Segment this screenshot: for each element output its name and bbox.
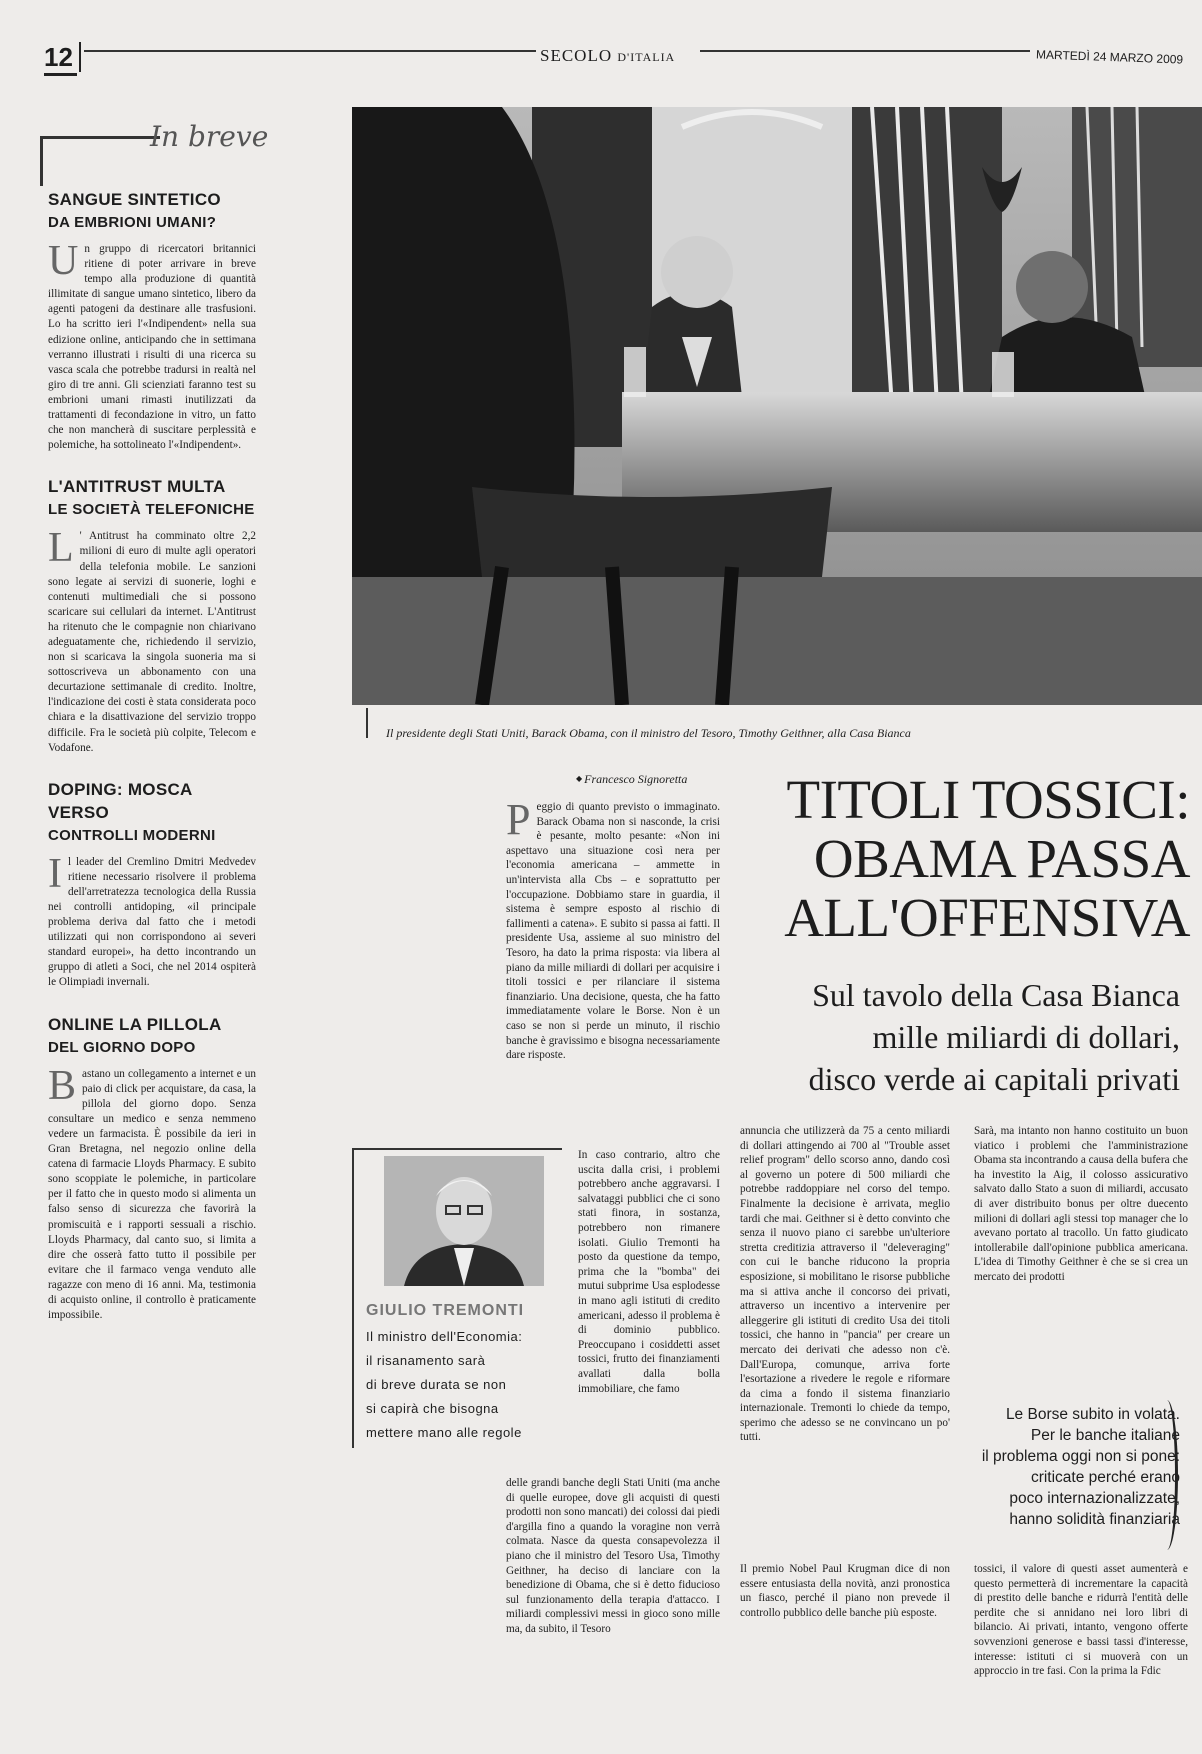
drop-cap: I	[48, 850, 62, 897]
brief-title: ONLINE LA PILLOLA DEL GIORNO DOPO	[48, 1014, 222, 1056]
paper-name: SECOLO D'ITALIA	[540, 46, 676, 65]
tremonti-illustration	[384, 1156, 544, 1286]
caption-rule	[366, 708, 368, 738]
article-column-3b: tossici, il valore di questi asset aumenterà e questo permetterà di incrementare la capacità di prestito delle banche e ridurrà l'entità delle perdite che si annidano nei loro libri di bilancio. Ai privati, intanto, vengono offerte sovvenzioni generose e bassi tassi d'interesse, interesse: istituti ci si muoverà con un approccio in tre fasi. Con la prima la Fdic	[974, 1563, 1188, 1678]
brief-bracket	[40, 136, 160, 186]
brief-item	[48, 188, 256, 453]
brief-title: SANGUE SINTETICO DA EMBRIONI UMANI?	[48, 190, 221, 231]
brief-item	[48, 778, 256, 991]
drop-cap: B	[48, 1062, 77, 1109]
header-rule-left	[84, 50, 536, 52]
brief-text: Un gruppo di ricercatori britannici ritiene di poter arrivare in breve tempo alla produzione di quantità illimitate di sangue umano sintetico, libero da agenti patogeni da destinare alle trasfusioni. Lo ha scritto ieri l'«Indipendent» nella sua edizione online, anticipando che in settimana verranno illustrati i risulti di una ricerca su vasca scala che potrebbe tradursi in realtà nel giro di tre anni. Gli scienziati faranno test su embrioni umani rimasti inutilizzati da trattamenti di fecondazione in vitro, un fatto che non mancherà di suscitare perplessità e polemiche, ha sottolineato l'«Indipendent».	[48, 238, 256, 452]
main-photo	[352, 107, 1202, 705]
brief-section-logo: In breve	[150, 120, 269, 153]
pull-quote-bracket	[1156, 1400, 1178, 1550]
article-column-2b: Il premio Nobel Paul Krugman dice di non essere entusiasta della novità, anzi pronostica un fiasco, perché il piano non prevede il controllo pubblico delle banche più esposte.	[740, 1563, 950, 1619]
photo-illustration	[352, 107, 1202, 705]
drop-cap: L	[48, 525, 74, 572]
brief-title: L'ANTITRUST MULTA LE SOCIETÀ TELEFONICHE	[48, 477, 255, 519]
article-column-1b: In caso contrario, altro che uscita dalla crisi, i problemi potrebbero anche aggravarsi. I salvataggi pubblici che ci sono stati finora, in sostanza, potrebbero non rimanere isolati. Giulio Tremonti ha posto da questione da tempo, prima che la "bomba" dei mutui subprime Usa esplodesse in mano agli istituti di credito americani, adesso il problema è di dominio pubblico. Preoccupano i cosiddetti asset tossici, frutto dei finanziamenti avallati dalla bolla immobiliare, che famo	[578, 1149, 720, 1395]
page-number: 12	[44, 42, 77, 76]
article-column-3: Sarà, ma intanto non hanno costituito un buon viatico i problemi che l'amministrazione Obama sta incontrando a causa della bufera che ha investito la Aig, il colosso assicurativo salvato dallo Stato a suon di miliardi, accusato di aver distribuito bonus per oltre duecento milioni di dollari agli stessi top manager che lo avevano portato al tracollo. Un fatto giudicato intollerabile dall'opinione pubblica americana. L'idea di Timothy Geithner è che se si crea un mercato dei prodotti	[974, 1125, 1188, 1283]
tremonti-photo	[384, 1156, 544, 1286]
pull-quote: Le Borse subito in volata. Per le banche italiane il problema oggi non si pone: criticate perché erano poco internazionalizzate, hanno solidità finanziaria	[981, 1406, 1180, 1528]
brief-text: Il leader del Cremlino Dmitri Medvedev ritiene necessario risolvere il problema dell'arretratezza tecnologica della Russia nei controlli antidoping, «il principale problema deriva dal fatto che i metodi utilizzati qui non corrispondono ai severi standard europei», ha detto incontrando un gruppo di atleti a Soci, che nel 2014 ospiterà le Olimpiadi invernali.	[48, 850, 256, 989]
headline: TITOLI TOSSICI: OBAMA PASSA ALL'OFFENSIVA	[784, 769, 1190, 948]
brief-text: L ' Antitrust ha comminato oltre 2,2 milioni di euro di multe agli operatori della telefonia mobile. Le sanzioni sono legate ai servizi di suonerie, loghi e contenuti multimediali che si possono scaricare sui cellulari da internet. L'Antitrust ha ritenuto che le compagnie non chiarivano adeguatamente che, richiedendo il servizio, non si scaricava la singola suoneria ma si sottoscriveva un abbonamento con una decurtazione settimanale di credito. Inoltre, l'indicazione dei costi è stata considerata poco chiara e la disattivazione del servizio troppo difficile. Fra le società più colpite, Telecom e Vodafone.	[48, 525, 256, 754]
article-column-1c: delle grandi banche degli Stati Uniti (ma anche di quelle europee, dove gli acquisti di questi prodotti non sono mancati) dei colossi dai piedi d'argilla fino a quando la voragine non verrà colmata. Nasce da questa consapevolezza il piano che il ministro del Tesoro Usa, Timothy Geithner, ha deciso di lanciare con la benedizione di Obama, che si è detto fiducioso sul funzionamento della terapia d'attacco. I miliardi complessivi messi in gioco sono mille ma, da subito, il Tesoro	[506, 1477, 720, 1635]
photo-caption: Il presidente degli Stati Uniti, Barack Obama, con il ministro del Tesoro, Timothy Geithner, alla Casa Bianca	[386, 726, 911, 740]
article-column-1: Peggio di quanto previsto o immaginato. Barack Obama non si nasconde, la crisi è pesante, molto pesante: «Non ini aspettavo una situazione così nera per l'economia americana – ammette in un'intervista alla Cbs – e soprattutto per l'occupazione. Dobbiamo stare in guardia, il sistema è sempre esposto al rischio di fallimenti a catena». E subito si passa ai fatti. Il presidente Usa, assieme al suo ministro del Tesoro, ha dato la prima risposta: via libera al piano da mille miliardi di dollari per acquisire i titoli tossici e per rilanciare il sistema finanziario. Una decisione, questa, che ha fatto immediatamente volare le Borse. Non è un caso se non si perde un minuto, il rischio banche è gravissimo e bisogna necessariamente dare risposte.	[506, 795, 720, 1062]
briefs-column	[48, 188, 256, 1345]
brief-item	[48, 1013, 256, 1324]
header-rule-right	[700, 50, 1030, 52]
drop-cap: U	[48, 238, 79, 284]
tremonti-quote: Il ministro dell'Economia: il risanamento sarà di breve durata se non si capirà che bisogna mettere mano alle regole	[366, 1329, 523, 1440]
article-column-2: annuncia che utilizzerà da 75 a cento miliardi di dollari attingendo ai 700 al "Trouble asset relief program" dello scorso anno, dando così al governo un potere di 500 miliardi che potrebbe raddoppiare nel corso del tempo. Finalmente la decisione è arrivata, meglio tardi che mai. Geithner si è detto convinto che senza il nuovo piano ci sarebbe un'ulteriore stretta creditizia attraverso il "deleveraging" con cui le banche riducono la propria esposizione, si mobilitano le risorse pubbliche ma si attiva anche il concorso dei privati, attraverso un incentivo a intervenire per alleggerire gli istituti di credito Usa dei titoli tossici, che hanno in "pancia" per creare un mercato dei derivati che adesso non c'è. Dall'Europa, comunque, arriva forte l'esortazione a rivedere le regole e riformare da cima a fondo il sistema finanziario internazionale. Tremonti lo chiede da tempo, sperimo che adesso se ne convincano un po' tutti.	[740, 1125, 950, 1444]
brief-title: DOPING: MOSCA VERSO CONTROLLI MODERNI	[48, 779, 216, 844]
issue-date: MARTEDÌ 24 MARZO 2009	[1035, 47, 1184, 67]
tremonti-name: GIULIO TREMONTI	[366, 1302, 525, 1319]
drop-cap: P	[506, 795, 531, 844]
byline: ◆ Francesco Signoretta	[576, 772, 687, 787]
brief-item	[48, 475, 256, 755]
subheadline: Sul tavolo della Casa Bianca mille miliardi di dollari, disco verde ai capitali privati	[808, 977, 1180, 1097]
brief-text: Bastano un collegamento a internet e un paio di click per acquistare, da casa, la pillola del giorno dopo. Senza consultare un medico e senza nemmeno vedere un farmacista. È possibile da ieri in Gran Bretagna, nel negozio online della catena di farmacie Lloyds Pharmacy. E subito sono scoppiate le polemiche, in particolare per il fatto che in questo modo si alimenta un falso senso di sicurezza che favorirà la promiscuità e i rapporti sessuali a rischio. Lloyds Pharmacy, dal canto suo, si limita a dire che osserà fatto tutto il possibile per evitare che il farmaco venga venduto alle ragazze con meno di 16 anni. Ma, testimonia di acquisto online, il controllo è praticamente impossibile.	[48, 1062, 256, 1322]
